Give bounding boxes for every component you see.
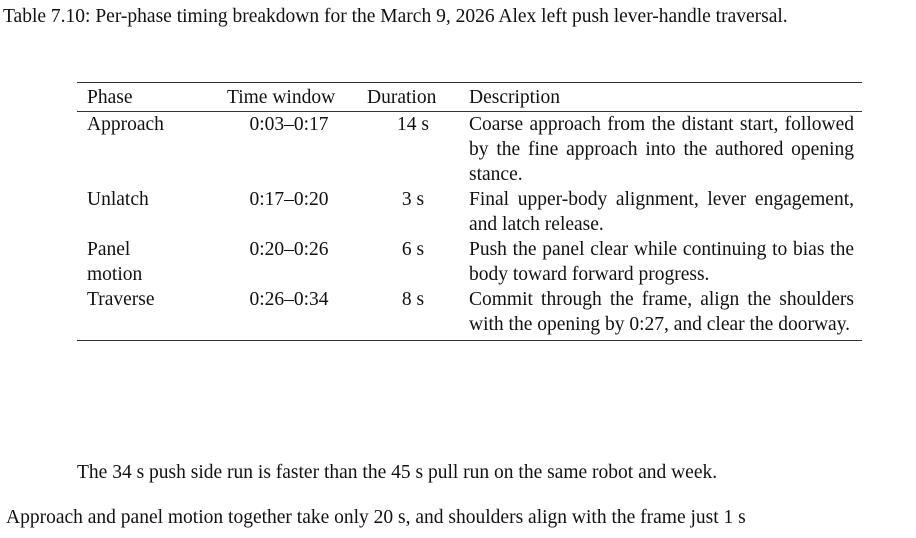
row-phase: Panel motion bbox=[87, 239, 143, 285]
timing-table bbox=[77, 82, 862, 341]
table-row bbox=[77, 112, 862, 187]
table-header-row bbox=[77, 83, 862, 112]
row-description: Push the panel clear while continuing to bias the body toward forward progress. bbox=[469, 239, 854, 285]
body-paragraph: The 34 s push side run is faster than the 45 s pull run on the same robot and week. bbox=[77, 462, 718, 483]
row-duration: 14 s bbox=[397, 114, 429, 135]
header-description: Description bbox=[469, 86, 560, 108]
row-duration: 8 s bbox=[401, 289, 425, 310]
row-phase: Traverse bbox=[87, 289, 155, 310]
table-row bbox=[77, 237, 862, 287]
table-row bbox=[77, 287, 862, 340]
row-time-window: 0:03–0:17 bbox=[249, 114, 329, 135]
row-time-window: 0:20–0:26 bbox=[249, 239, 329, 260]
row-duration: 6 s bbox=[401, 239, 425, 260]
row-time-window: 0:26–0:34 bbox=[249, 289, 329, 310]
row-phase: Unlatch bbox=[87, 189, 149, 210]
row-description-cell bbox=[459, 112, 862, 187]
header-phase: Phase bbox=[87, 86, 133, 108]
row-description: Coarse approach from the distant start, followed by the fine approach into the authored opening stance. bbox=[469, 114, 854, 185]
row-description-cell bbox=[459, 287, 862, 337]
row-description-cell bbox=[459, 187, 862, 237]
row-time-window: 0:17–0:20 bbox=[249, 189, 329, 210]
row-description-cell bbox=[459, 237, 862, 287]
header-duration: Duration bbox=[367, 86, 437, 108]
body-paragraph-continued: Approach and panel motion together take only 20 s, and shoulders align with the frame just 1 s bbox=[6, 507, 746, 528]
table-caption: Table 7.10: Per-phase timing breakdown for the March 9, 2026 Alex left push lever-handle traversal. bbox=[3, 6, 788, 27]
row-duration: 3 s bbox=[401, 189, 425, 210]
row-description: Final upper-body alignment, lever engagement, and latch release. bbox=[469, 189, 854, 235]
row-description: Commit through the frame, align the shoulders with the opening by 0:27, and clear the doorway. bbox=[469, 289, 854, 335]
table-row bbox=[77, 187, 862, 237]
header-time-window: Time window bbox=[227, 86, 336, 108]
row-phase: Approach bbox=[87, 114, 164, 135]
